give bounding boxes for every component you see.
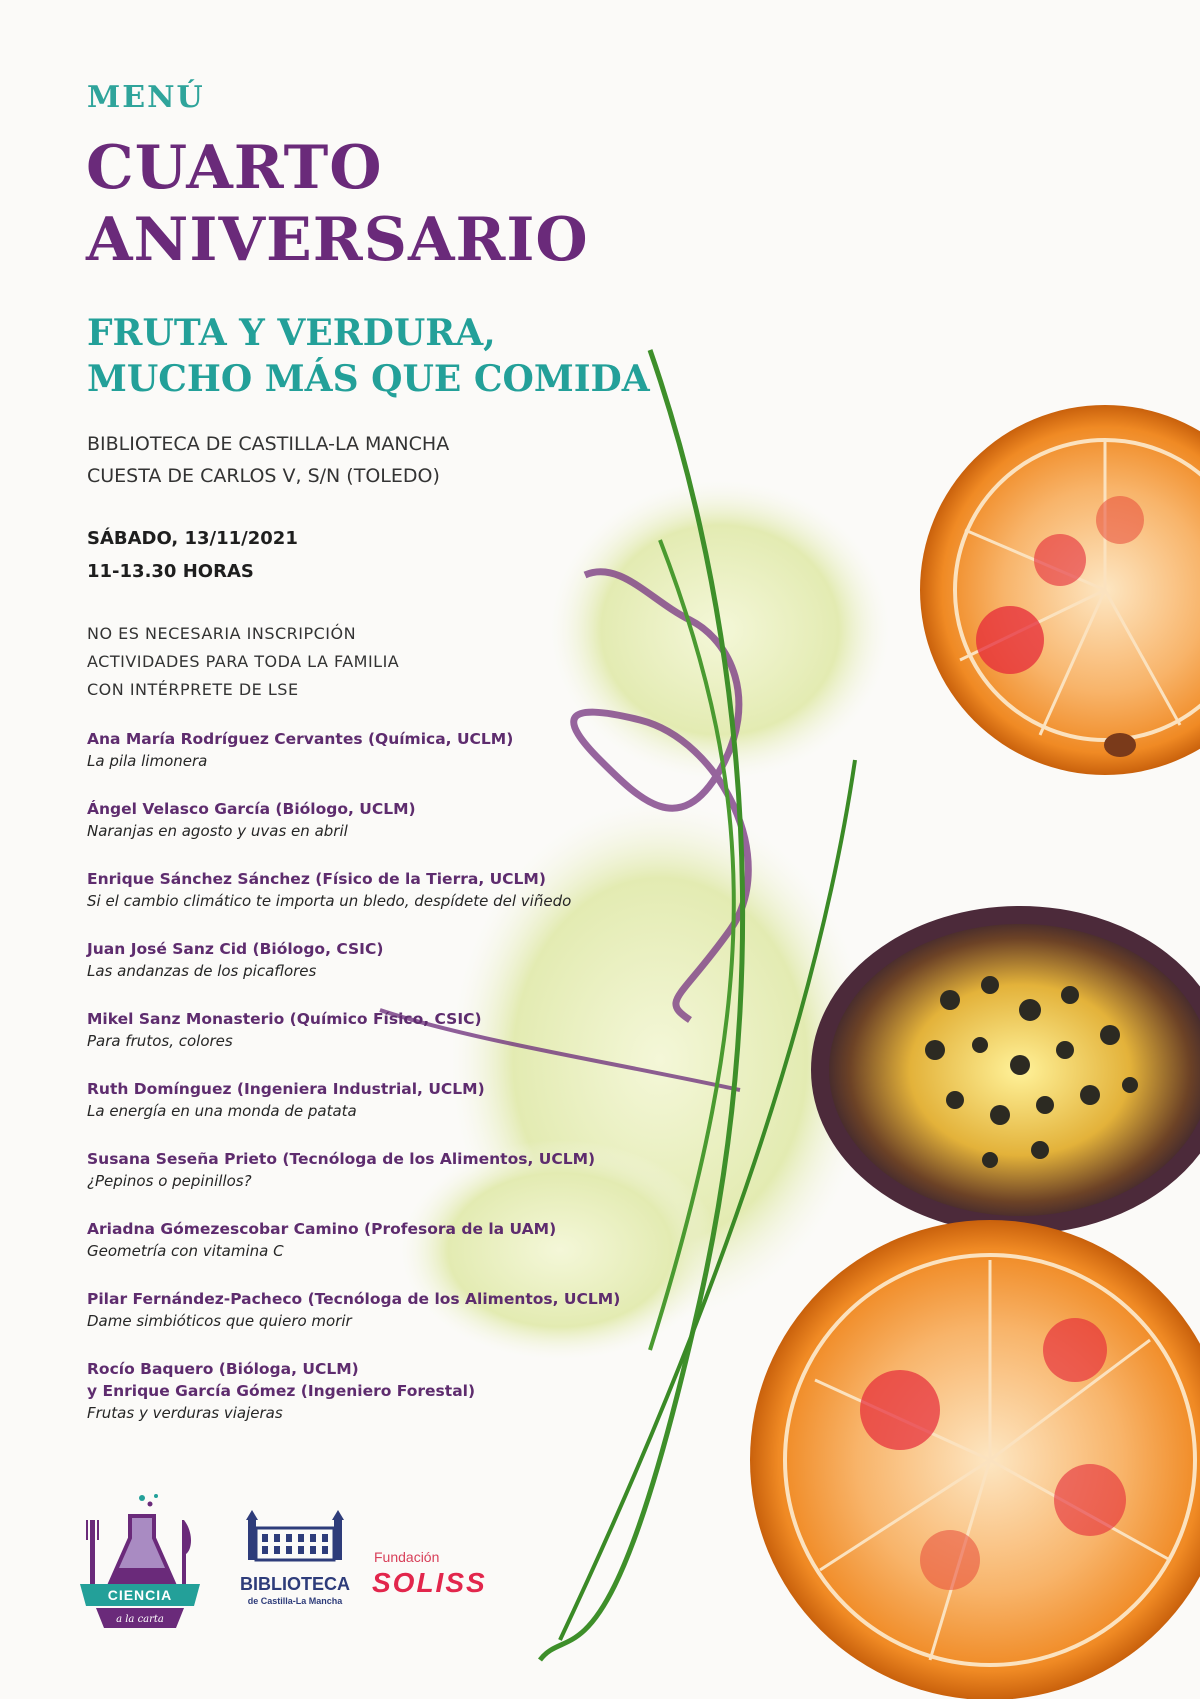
ciencia-word: CIENCIA (107, 1587, 173, 1603)
speaker-item (87, 938, 767, 1008)
speaker-name: Ana María Rodríguez Cervantes (Química, UCLM) (87, 730, 514, 748)
speaker-name: Ruth Domínguez (Ingeniera Industrial, UCLM) (87, 1080, 485, 1098)
speaker-name: Susana Seseña Prieto (Tecnóloga de los Alimentos, UCLM) (87, 1150, 596, 1168)
event-subtitle-line: MUCHO MÁS QUE COMIDA (87, 358, 650, 400)
note-line: ACTIVIDADES PARA TODA LA FAMILIA (87, 652, 400, 671)
event-subtitle-line: FRUTA Y VERDURA, (87, 312, 496, 354)
speaker-item (87, 1078, 767, 1148)
speaker-name: y Enrique García Gómez (Ingeniero Forestal) (87, 1382, 476, 1400)
speaker-name: Ángel Velasco García (Biólogo, UCLM) (87, 800, 416, 818)
ciencia-small: a la carta (116, 1614, 164, 1625)
ciencia-a-la-carta-logo (80, 1488, 200, 1638)
menu-pretitle: MENÚ (87, 80, 205, 115)
talk-title: La energía en una monda de patata (87, 1102, 357, 1120)
talk-title: Las andanzas de los picaflores (87, 962, 317, 980)
talk-title: Naranjas en agosto y uvas en abril (87, 822, 348, 840)
fundacion-word: Fundación (374, 1549, 440, 1565)
speaker-name: Mikel Sanz Monasterio (Químico Físico, CSIC) (87, 1010, 482, 1028)
schedule-block (87, 522, 298, 588)
talk-title: ¿Pepinos o pepinillos? (87, 1172, 252, 1190)
note-line: CON INTÉRPRETE DE LSE (87, 680, 299, 699)
talk-title: Dame simbióticos que quiero morir (87, 1312, 352, 1330)
event-title-line: CUARTO (86, 133, 383, 203)
note-line: NO ES NECESARIA INSCRIPCIÓN (87, 624, 357, 643)
speaker-item (87, 1218, 767, 1288)
speaker-name: Enrique Sánchez Sánchez (Físico de la Tierra, UCLM) (87, 870, 546, 888)
event-title (86, 132, 589, 276)
speaker-item (87, 1358, 767, 1446)
venue-name: BIBLIOTECA DE CASTILLA-LA MANCHA (87, 433, 450, 455)
event-time: 11-13.30 HORAS (87, 561, 254, 582)
orange-slice-top (920, 405, 1200, 775)
fundacion-soliss-logo (372, 1548, 552, 1608)
speaker-item (87, 1148, 767, 1218)
speaker-list (87, 728, 767, 1446)
talk-title: La pila limonera (87, 752, 208, 770)
talk-title: Frutas y verduras viajeras (87, 1404, 283, 1422)
sponsor-logos (80, 1488, 560, 1638)
biblioteca-logo (240, 1510, 350, 1630)
speaker-item (87, 1288, 767, 1358)
biblioteca-small: de Castilla-La Mancha (247, 1596, 343, 1606)
speaker-name: Rocío Baquero (Bióloga, UCLM) (87, 1360, 359, 1378)
event-subtitle (87, 310, 650, 402)
event-title-line: ANIVERSARIO (86, 205, 589, 275)
speaker-name: Juan José Sanz Cid (Biólogo, CSIC) (87, 940, 384, 958)
biblioteca-word: BIBLIOTECA (240, 1574, 350, 1594)
speaker-name: Ariadna Gómezescobar Camino (Profesora de la UAM) (87, 1220, 557, 1238)
venue-block (87, 428, 449, 492)
talk-title: Para frutos, colores (87, 1032, 233, 1050)
orange-slice-bottom (750, 1220, 1200, 1699)
venue-address: CUESTA DE CARLOS V, S/N (TOLEDO) (87, 465, 440, 487)
soliss-word: SOLISS (372, 1567, 487, 1598)
talk-title: Si el cambio climático te importa un bledo, despídete del viñedo (87, 892, 572, 910)
speaker-item (87, 1008, 767, 1078)
event-date: SÁBADO, 13/11/2021 (87, 528, 298, 549)
passion-fruit-slice (820, 915, 1200, 1225)
speaker-item (87, 798, 767, 868)
talk-title: Geometría con vitamina C (87, 1242, 284, 1260)
speaker-item (87, 868, 767, 938)
notes-block (87, 620, 399, 704)
speaker-name: Pilar Fernández-Pacheco (Tecnóloga de los Alimentos, UCLM) (87, 1290, 621, 1308)
speaker-item (87, 728, 767, 798)
